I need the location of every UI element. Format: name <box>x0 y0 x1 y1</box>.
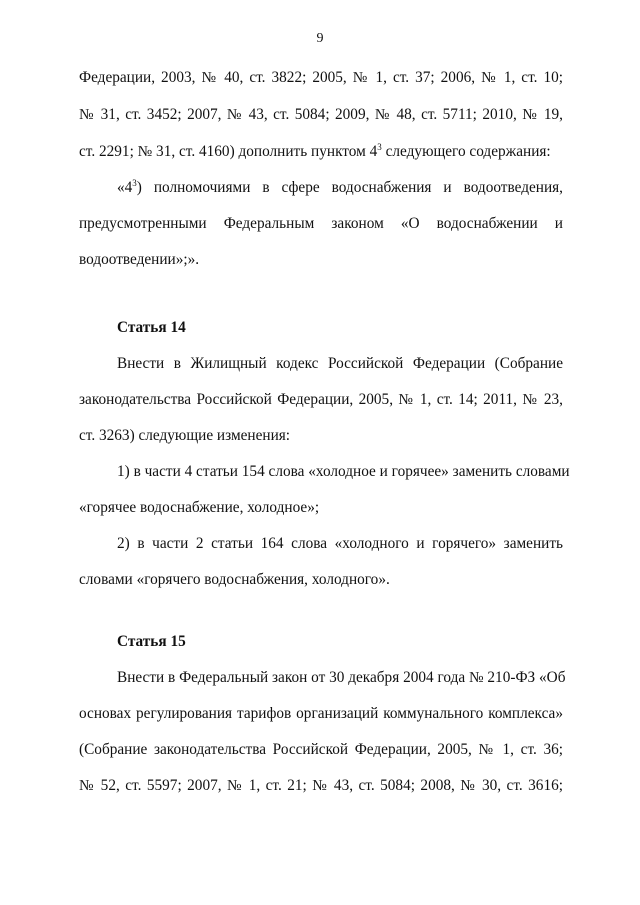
text-line: Федерации, 2003, № 40, ст. 3822; 2005, № 1, ст. 37; 2006, № 1, ст. 10; <box>79 69 563 86</box>
text-line <box>79 142 563 162</box>
list-item-line: 2) в части 2 статьи 164 слова «холодного и горячего» заменить <box>117 535 563 552</box>
article-heading: Статья 15 <box>117 633 186 650</box>
superscript: 3 <box>132 178 137 188</box>
text-fragment: «4 <box>117 179 133 196</box>
text-line: предусмотренными Федеральным законом «О водоснабжении и <box>79 215 563 232</box>
superscript: 3 <box>377 142 382 152</box>
list-item-line: «горячее водоснабжение, холодное»; <box>79 499 320 516</box>
text-fragment: ст. 2291; № 31, ст. 4160) дополнить пунктом 4 <box>79 143 378 160</box>
text-line: основах регулирования тарифов организаций коммунального комплекса» <box>79 705 563 722</box>
text-line <box>117 178 563 198</box>
text-line: № 31, ст. 3452; 2007, № 43, ст. 5084; 2009, № 48, ст. 5711; 2010, № 19, <box>79 106 563 123</box>
article-heading: Статья 14 <box>117 319 186 336</box>
text-line: ст. 3263) следующие изменения: <box>79 427 291 444</box>
text-line: № 52, ст. 5597; 2007, № 1, ст. 21; № 43, ст. 5084; 2008, № 30, ст. 3616; <box>79 777 563 794</box>
list-item-line: словами «горячего водоснабжения, холодного». <box>79 571 390 588</box>
text-line: законодательства Российской Федерации, 2005, № 1, ст. 14; 2011, № 23, <box>79 391 563 408</box>
text-line: Внести в Федеральный закон от 30 декабря 2004 года № 210-ФЗ «Об <box>117 669 566 686</box>
text-line: водоотведении»;». <box>79 251 200 268</box>
list-item-line: 1) в части 4 статьи 154 слова «холодное и горячее» заменить словами <box>117 463 570 480</box>
text-fragment: следующего содержания: <box>381 143 551 160</box>
page-number: 9 <box>316 31 324 46</box>
text-line: Внести в Жилищный кодекс Российской Федерации (Собрание <box>117 355 563 372</box>
text-fragment: ) полномочиями в сфере водоснабжения и водоотведения, <box>136 179 563 196</box>
text-line: (Собрание законодательства Российской Федерации, 2005, № 1, ст. 36; <box>79 741 563 758</box>
